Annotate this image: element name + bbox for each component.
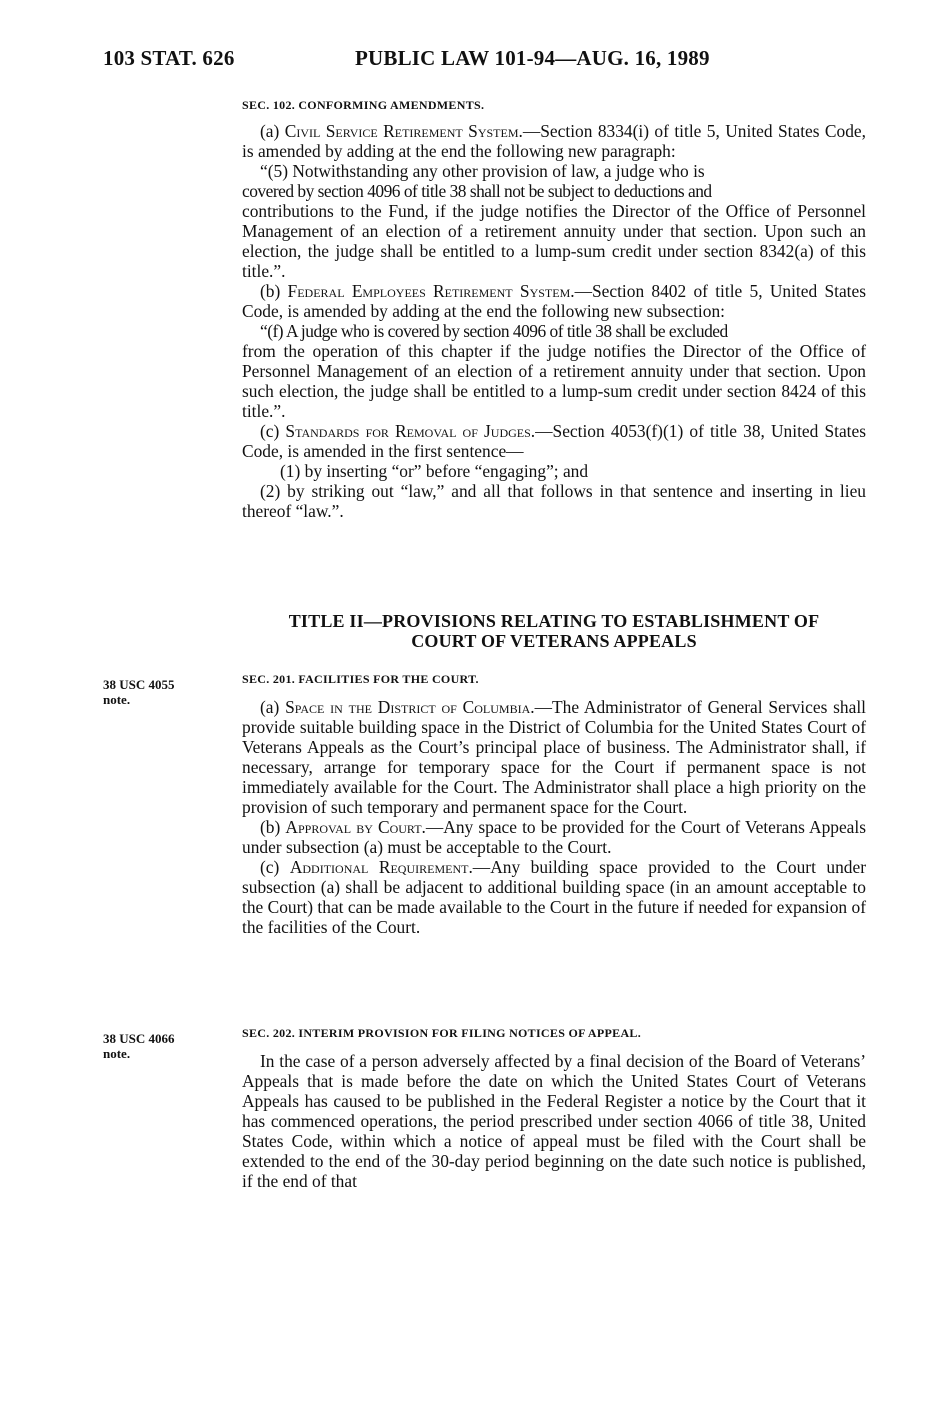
section-heading: SEC. 102. CONFORMING AMENDMENTS. (242, 98, 485, 112)
law-title: PUBLIC LAW 101-94—AUG. 16, 1989 (355, 46, 710, 70)
page-citation: 103 STAT. 626 (103, 46, 235, 70)
paragraph-1: (1) by inserting “or” before “engaging”; and (280, 461, 589, 481)
subsection-label: Standards for Removal of Judges. (285, 421, 536, 441)
title-line-1: TITLE II—PROVISIONS RELATING TO ESTABLISHMENT OF (288, 611, 820, 631)
margin-note-sec201: 38 USC 4055 note. (103, 677, 175, 707)
quoted-paragraph-line: “(f) A judge who is covered by section 4096 of title 38 shall be excluded (260, 321, 728, 341)
section-102 (242, 98, 866, 521)
section-text: In the case of a person adversely affected by a final decision of the Board of Veterans’ Appeals that is made before the date on which the United States Court of Veterans Appeals has caused to be published in the Federal Register a notice by the Court that it has commenced operations, the period prescribed under section 4066 of title 38, United States Code, within which a notice of appeal must be filed with the Court shall be extended to the end of the 30-day period beginning on the date such notice is published, if the end of that (242, 1051, 866, 1191)
subsection-label: Additional Requirement. (289, 857, 473, 877)
section-201 (242, 672, 866, 937)
quoted-paragraph-line: “(5) Notwithstanding any other provision of law, a judge who is (260, 161, 705, 181)
subsection-c: (c) Additional Requirement.—Any building space provided to the Court under subsection (a) shall be adjacent to additional building space (in an amount acceptable to the Court) that can be made available to the Court in the future if needed for expansion of the facilities of the Court. (242, 857, 867, 937)
subsection-label: Federal Employees Retirement System. (287, 281, 575, 301)
title-ii-heading (242, 611, 866, 651)
margin-note-sec202: 38 USC 4066 note. (103, 1031, 175, 1061)
title-line-2: COURT OF VETERANS APPEALS (411, 631, 697, 651)
section-heading: SEC. 201. FACILITIES FOR THE COURT. (242, 672, 479, 686)
quoted-paragraph: from the operation of this chapter if the judge notifies the Director of the Office of Personnel Management of an election of a retirement annuity under that section. Upon such election, the judge shall be entitled to a lump-sum credit under section 8424 of this title.”. (242, 341, 866, 421)
quoted-paragraph: contributions to the Fund, if the judge notifies the Director of the Office of Personnel Management of an election of a retirement annuity under that section. Upon such an election, the judge shall be entitled to a lump-sum credit under section 8342(a) of this title.”. (242, 201, 866, 281)
subsection-label: Approval by Court. (285, 817, 426, 837)
subsection-b: (b) Federal Employees Retirement System.—Section 8402 of title 5, United States Code, is amended by adding at the end the following new subsection: (242, 281, 866, 321)
subsection-a: (a) Civil Service Retirement System.—Section 8334(i) of title 5, United States Code, is amended by adding at the end the following new paragraph: (242, 121, 866, 161)
quoted-paragraph-line: covered by section 4096 of title 38 shall not be subject to deductions and (242, 181, 712, 201)
subsection-c: (c) Standards for Removal of Judges.—Section 4053(f)(1) of title 38, United States Code, is amended in the first sentence— (242, 421, 866, 461)
section-202 (242, 1026, 866, 1191)
subsection-label: Space in the District of Columbia. (285, 697, 535, 717)
section-heading: SEC. 202. INTERIM PROVISION FOR FILING NOTICES OF APPEAL. (242, 1026, 642, 1040)
subsection-b: (b) Approval by Court.—Any space to be provided for the Court of Veterans Appeals under subsection (a) must be acceptable to the Court. (242, 817, 867, 857)
subsection-label: Civil Service Retirement System. (284, 121, 523, 141)
subsection-a: (a) Space in the District of Columbia.—The Administrator of General Services shall provide suitable building space in the District of Columbia for the United States Court of Veterans Appeals as the Court’s principal place of business. The Administrator shall, if necessary, arrange for temporary space for the Court if permanent space is not immediately available for the Court. The Administrator shall place a high priority on the provision of such temporary and permanent space for the Court. (242, 697, 866, 817)
paragraph-2: (2) by striking out “law,” and all that follows in that sentence and inserting in lieu thereof “law.”. (242, 481, 866, 521)
